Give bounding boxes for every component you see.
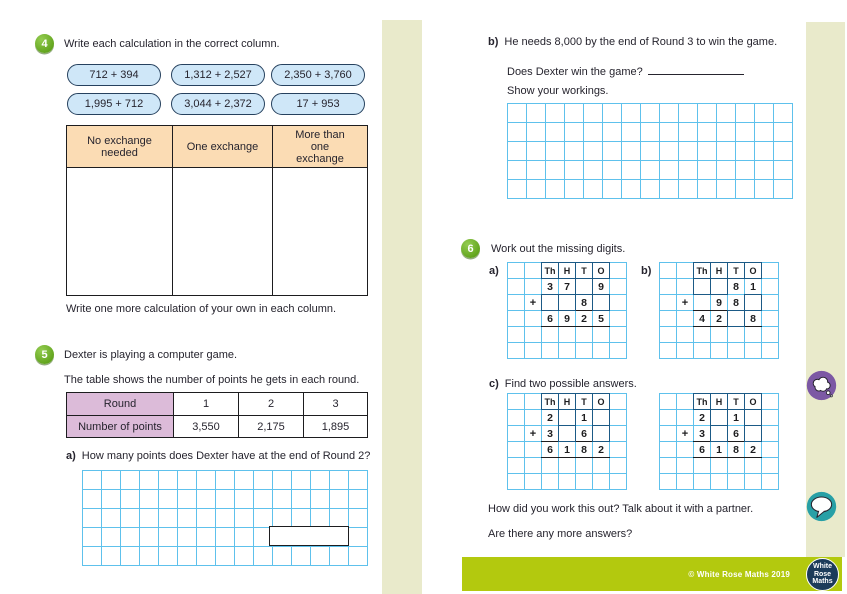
digit-cell: 8: [750, 312, 756, 325]
digit-cell: 8: [733, 443, 739, 456]
q5a-text: How many points does Dexter have at the end of Round 2?: [81, 450, 371, 462]
calculation-pill[interactable]: 712 + 394: [67, 64, 161, 86]
answer-cell[interactable]: [67, 168, 172, 295]
place-value-header: O: [744, 262, 762, 279]
digit-cell: 2: [750, 443, 756, 456]
q4-extra-prompt: Write one more calculation of your own in each column.: [66, 303, 337, 315]
digit-cell: 7: [564, 280, 570, 293]
part-label-a: a): [489, 265, 499, 277]
missing-digit-cell[interactable]: [558, 294, 576, 311]
workings-grid-q5a[interactable]: [82, 470, 368, 566]
q6-outro-2: Are there any more answers?: [488, 528, 633, 540]
row-label: Round: [67, 393, 173, 415]
question-4-badge: 4: [35, 34, 54, 53]
missing-digit-cell[interactable]: [727, 310, 745, 327]
right-page-margin-strip: [806, 22, 845, 557]
missing-digit-cell[interactable]: [592, 425, 610, 442]
missing-digit-cell[interactable]: [592, 409, 610, 426]
missing-digit-cell[interactable]: [558, 409, 576, 426]
calc-grid-a[interactable]: [507, 262, 627, 359]
digit-cell: 9: [564, 312, 570, 325]
digit-cell: 1: [716, 443, 722, 456]
round-value: 3: [303, 393, 367, 415]
digit-cell: 3: [699, 427, 705, 440]
round-value: 2: [238, 393, 303, 415]
digit-cell: 6: [733, 427, 739, 440]
points-table: [66, 392, 368, 438]
digit-cell: 6: [547, 312, 553, 325]
digit-cell: 2: [547, 411, 553, 424]
missing-digit-cell[interactable]: [592, 294, 610, 311]
digit-cell: 2: [716, 312, 722, 325]
missing-digit-cell[interactable]: [744, 425, 762, 442]
table-row: [67, 415, 367, 437]
place-value-header: T: [575, 262, 593, 279]
table-row: [67, 393, 367, 415]
calculation-pill[interactable]: 1,995 + 712: [67, 93, 161, 115]
digit-cell: 1: [581, 411, 587, 424]
digit-cell: 1: [733, 411, 739, 424]
place-value-header: Th: [693, 262, 711, 279]
answer-blank-line[interactable]: [648, 63, 744, 75]
digit-cell: 6: [547, 443, 553, 456]
q5-intro: Dexter is playing a computer game.: [64, 349, 238, 361]
digit-cell: 6: [699, 443, 705, 456]
missing-digit-cell[interactable]: [558, 425, 576, 442]
missing-digit-cell[interactable]: [710, 409, 728, 426]
q6c-text: Find two possible answers.: [504, 378, 637, 390]
place-value-header: O: [592, 262, 610, 279]
copyright-text: © White Rose Maths 2019: [688, 570, 790, 579]
digit-cell: 9: [716, 296, 722, 309]
q6-prompt: Work out the missing digits.: [491, 243, 626, 255]
plus-sign: +: [529, 427, 537, 440]
digit-cell: 3: [547, 427, 553, 440]
plus-sign: +: [681, 427, 689, 440]
digit-cell: 2: [581, 312, 587, 325]
place-value-header: H: [710, 393, 728, 410]
logo-line: Rose: [813, 570, 832, 578]
place-value-header: T: [727, 393, 745, 410]
part-label: a): [66, 450, 76, 462]
digit-cell: 5: [598, 312, 604, 325]
left-page-margin-strip: [382, 20, 422, 594]
digit-cell: 2: [699, 411, 705, 424]
answer-box[interactable]: [269, 526, 349, 546]
missing-digit-cell[interactable]: [744, 409, 762, 426]
digit-cell: 8: [733, 296, 739, 309]
place-value-header: H: [710, 262, 728, 279]
white-rose-maths-logo: [806, 558, 839, 591]
missing-digit-cell[interactable]: [575, 278, 593, 295]
exchange-table-answer-row: [67, 168, 367, 295]
place-value-header: O: [592, 393, 610, 410]
plus-sign: +: [681, 296, 689, 309]
calc-grid-c2[interactable]: [659, 393, 779, 490]
workings-grid-q5b[interactable]: [507, 103, 793, 199]
q4-prompt: Write each calculation in the correct column.: [64, 38, 280, 50]
answer-cell[interactable]: [172, 168, 272, 295]
digit-cell: 8: [581, 296, 587, 309]
calculation-pill[interactable]: 1,312 + 2,527: [171, 64, 265, 86]
question-5-badge: 5: [35, 345, 54, 364]
q6c-prompt: [489, 378, 637, 390]
points-value: 2,175: [238, 415, 303, 437]
missing-digit-cell[interactable]: [710, 278, 728, 295]
question-6-badge: 6: [461, 239, 480, 258]
calc-grid-c1[interactable]: [507, 393, 627, 490]
place-value-header: Th: [693, 393, 711, 410]
logo-line: Maths: [812, 578, 833, 586]
place-value-header: Th: [541, 262, 559, 279]
thought-bubble-icon: [806, 370, 837, 401]
points-value: 3,550: [173, 415, 238, 437]
exchange-sorting-table: [66, 125, 368, 296]
place-value-header: Th: [541, 393, 559, 410]
digit-cell: 8: [733, 280, 739, 293]
place-value-header: H: [558, 262, 576, 279]
q5b-text: He needs 8,000 by the end of Round 3 to win the game.: [504, 36, 778, 48]
digit-cell: 9: [598, 280, 604, 293]
digit-cell: 3: [547, 280, 553, 293]
round-value: 1: [173, 393, 238, 415]
q5b-statement: [488, 36, 777, 48]
missing-digit-cell[interactable]: [693, 278, 711, 295]
q5-table-caption: The table shows the number of points he gets in each round.: [64, 374, 360, 386]
missing-digit-cell[interactable]: [541, 294, 559, 311]
logo-line: White: [812, 563, 833, 571]
row-label: Number of points: [67, 415, 173, 437]
digit-cell: 8: [581, 443, 587, 456]
missing-digit-cell[interactable]: [744, 294, 762, 311]
q5b-question-text: Does Dexter win the game?: [507, 66, 643, 78]
calculation-pill[interactable]: 3,044 + 2,372: [171, 93, 265, 115]
q5a-question: [66, 450, 370, 462]
digit-cell: 6: [581, 427, 587, 440]
calculation-pill[interactable]: 2,350 + 3,760: [271, 64, 365, 86]
digit-cell: 2: [598, 443, 604, 456]
calculation-pill[interactable]: 17 + 953: [271, 93, 365, 115]
place-value-header: T: [575, 393, 593, 410]
plus-sign: +: [529, 296, 537, 309]
q5b-question: [507, 63, 744, 78]
digit-cell: 1: [564, 443, 570, 456]
exchange-table-header-row: [67, 126, 367, 168]
column-header: More than one exchange: [272, 126, 367, 168]
missing-digit-cell[interactable]: [710, 425, 728, 442]
answer-cell[interactable]: [272, 168, 367, 295]
footer-bar: [462, 557, 842, 591]
points-value: 1,895: [303, 415, 367, 437]
part-label: b): [488, 36, 499, 48]
place-value-header: H: [558, 393, 576, 410]
part-label-c: c): [489, 378, 499, 390]
calc-grid-b[interactable]: [659, 262, 779, 359]
speech-bubble-icon: [806, 491, 837, 522]
digit-cell: 4: [699, 312, 705, 325]
part-label-b: b): [641, 265, 652, 277]
q6-outro-1: How did you work this out? Talk about it with a partner.: [488, 503, 754, 515]
place-value-header: O: [744, 393, 762, 410]
column-header: One exchange: [172, 126, 272, 168]
column-header: No exchange needed: [67, 126, 172, 168]
digit-cell: 1: [750, 280, 756, 293]
q5b-instruction: Show your workings.: [507, 85, 609, 97]
place-value-header: T: [727, 262, 745, 279]
